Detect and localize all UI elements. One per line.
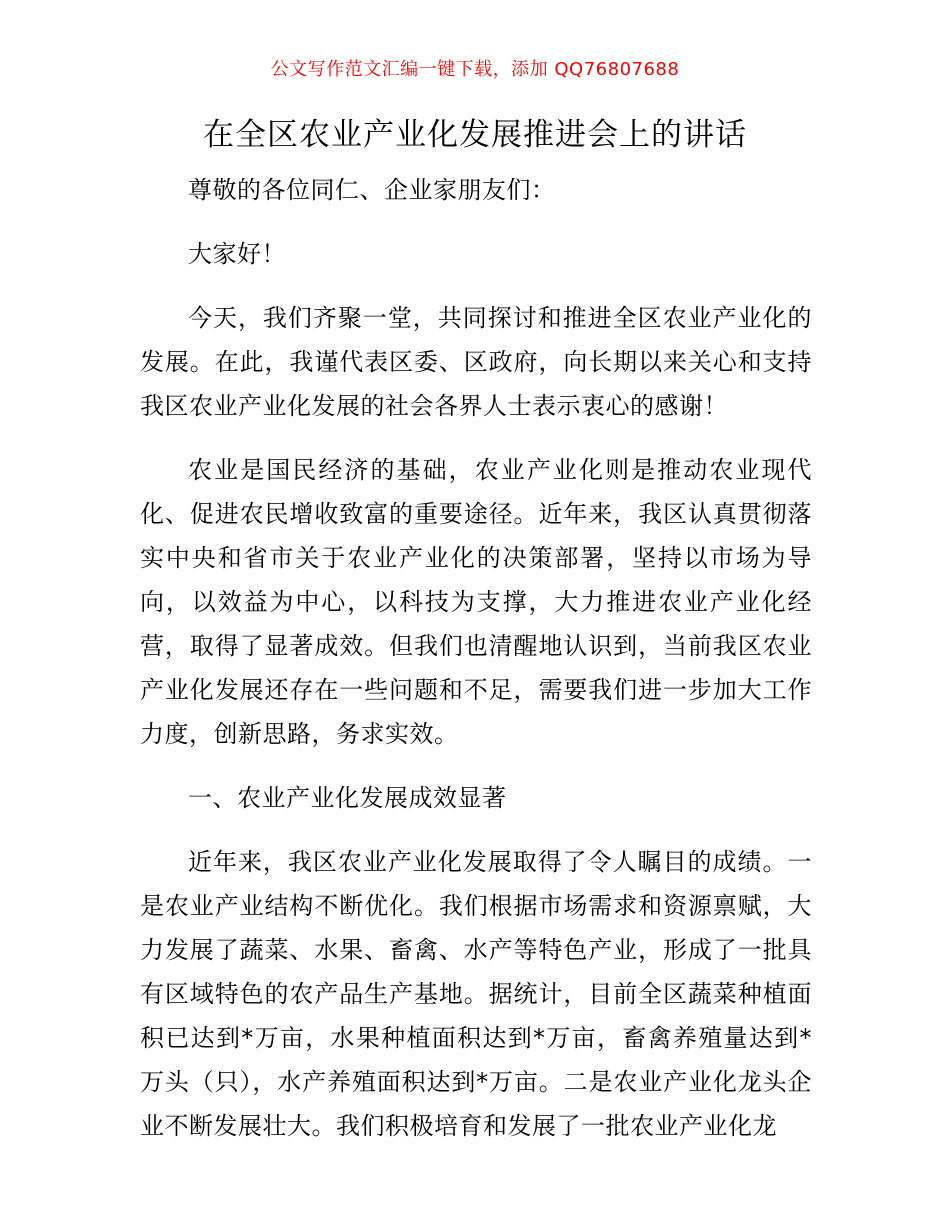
greeting: 大家好！ bbox=[188, 240, 286, 268]
document-body bbox=[140, 168, 812, 1148]
paragraph-achievements: 近年来，我区农业产业化发展取得了令人瞩目的成绩。一是农业产业结构不断优化。我们根据市场需求和资源禀赋，大力发展了蔬菜、水果、畜禽、水产等特色产业，形成了一批具有区域特色的农产品生产基地。据统计，目前全区蔬菜种植面积已达到*万亩，水果种植面积达到*万亩，畜禽养殖量达到*万头（只），水产养殖面积达到*万亩。二是农业产业化龙头企业不断发展壮大。我们积极培育和发展了一批农业产业化龙 bbox=[140, 848, 812, 1140]
salutation: 尊敬的各位同仁、企业家朋友们： bbox=[188, 176, 556, 204]
paragraph-background: 农业是国民经济的基础，农业产业化则是推动农业现代化、促进农民增收致富的重要途径。近年来，我区认真贯彻落实中央和省市关于农业产业化的决策部署，坚持以市场为导向，以效益为中心，以科技为支撑，大力推进农业产业化经营，取得了显著成效。但我们也清醒地认识到，当前我区农业产业化发展还存在一些问题和不足，需要我们进一步加大工作力度，创新思路，务求实效。 bbox=[140, 456, 812, 748]
download-note: 公文写作范文汇编一键下载，添加 QQ76807688 bbox=[270, 59, 680, 80]
page-title: 在全区农业产业化发展推进会上的讲话 bbox=[203, 117, 747, 153]
section-heading: 一、农业产业化发展成效显著 bbox=[188, 784, 507, 812]
paragraph-opening: 今天，我们齐聚一堂，共同探讨和推进全区农业产业化的发展。在此，我谨代表区委、区政府，向长期以来关心和支持我区农业产业化发展的社会各界人士表示衷心的感谢！ bbox=[140, 304, 812, 420]
